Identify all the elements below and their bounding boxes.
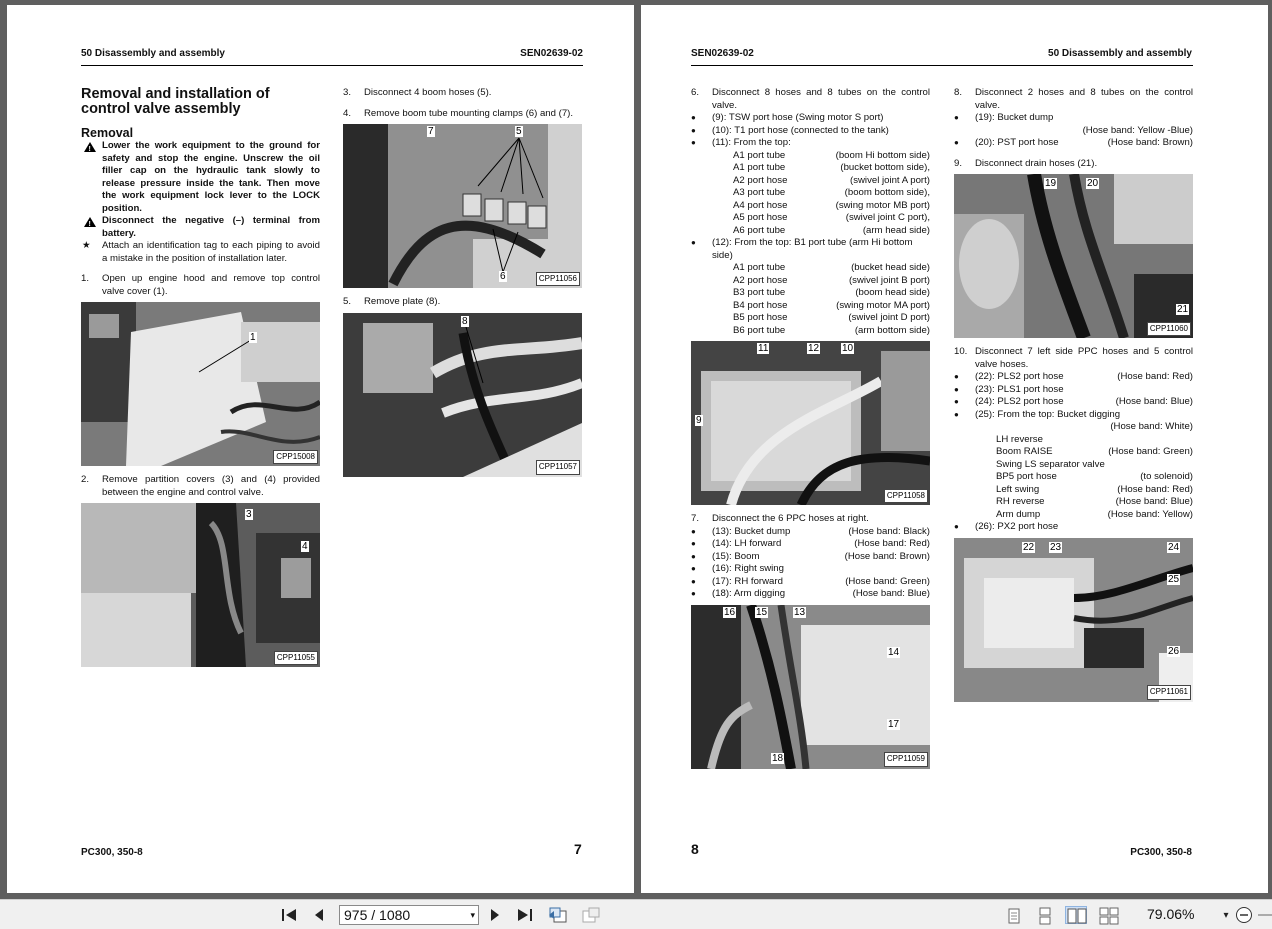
list-item: Swing LS separator valve (996, 458, 1105, 470)
single-page-icon (1003, 907, 1025, 925)
list-item: A5 port hose (swivel joint C port), (733, 212, 930, 223)
photo-code: CPP15008 (273, 450, 318, 465)
list-item: A6 port tube (arm head side) (733, 224, 930, 236)
right-page (641, 5, 1268, 893)
bottom-toolbar (0, 899, 1272, 929)
callout-label: 7 (428, 126, 434, 137)
callout-label: 14 (888, 646, 900, 658)
zoom-out-button[interactable] (1234, 906, 1254, 924)
section-title: Removal (81, 126, 134, 140)
list-item: ● (18): Arm digging (Hose band: Blue) (691, 588, 930, 599)
photo-ppc-hoses (691, 605, 930, 769)
previous-page-icon (313, 908, 325, 922)
step-1: 1. Open up engine hood and remove top control valve cover (1). (81, 273, 320, 297)
step-9: 9. Disconnect drain hoses (21). (954, 157, 1098, 169)
zoom-dropdown-button[interactable]: ▾ (1223, 909, 1229, 921)
photo-drain-hoses (954, 174, 1193, 338)
header-rule (81, 65, 583, 66)
warning-item: ! Disconnect the negative (–) terminal from battery. (81, 215, 320, 240)
next-page-icon (489, 908, 501, 922)
left-column (81, 87, 320, 667)
callout-label: 25 (1168, 573, 1180, 585)
step-4: 4. Remove boom tube mounting clamps (6) and (7). (343, 107, 574, 119)
list-item: A1 port tube (bucket head side) (733, 262, 930, 273)
hose-band: (Hose band: Yellow -Blue) (1082, 124, 1193, 136)
list-item: B3 port tube (boom head side) (733, 287, 930, 298)
photo-code: CPP11061 (1147, 685, 1191, 700)
photo-partition-covers (81, 503, 320, 667)
bullet-item: ● (24): PLS2 port hose (Hose band: Blue) (954, 396, 1193, 407)
photo-code: CPP11055 (274, 651, 318, 666)
previous-view-icon (548, 907, 568, 923)
photo-image (343, 313, 582, 477)
callout-label: 18 (772, 752, 784, 764)
photo-image (954, 174, 1193, 338)
callout-label: 1 (250, 332, 256, 343)
list-item: A2 port hose (swivel joint A port) (733, 174, 930, 186)
warning-item: ! Lower the work equipment to the ground for safety and stop the engine. Unscrew the oil filler cap on the hydraulic tank slowly to release pressure inside the tank. Then move the work equipment lock lever to the LOCK position. (81, 140, 320, 215)
callout-label: 17 (888, 718, 900, 730)
zoom-out-icon (1235, 906, 1253, 924)
callout-label: 6 (500, 271, 506, 282)
bullet-item: ● (22): PLS2 port hose (Hose band: Red) (954, 371, 1193, 382)
ppc-hose-list (954, 434, 1193, 522)
list-item: Arm dump (Hose band: Yellow) (996, 508, 1193, 520)
list-item: ● (17): RH forward (Hose band: Green) (691, 575, 930, 587)
header-doc-code: SEN02639-02 (691, 48, 754, 59)
photo-plate (343, 313, 582, 477)
photo-code: CPP11056 (536, 272, 580, 287)
left-page (7, 5, 634, 893)
facing-pages-icon (1066, 907, 1088, 925)
bullet-item: ● (25): From the top: Bucket digging (954, 408, 1121, 420)
ppc-hose-list (691, 526, 930, 601)
list-item: ● (15): Boom (Hose band: Brown) (691, 550, 930, 562)
continuous-facing-view-button[interactable] (1097, 906, 1119, 924)
step-10: 10. Disconnect 7 left side PPC hoses and 5 control valve hoses. (954, 346, 1193, 370)
callout-label: 21 (1177, 304, 1189, 315)
callout-label: 20 (1087, 178, 1099, 189)
left-column (691, 87, 930, 769)
list-item: A3 port tube (boom bottom side), (733, 187, 930, 198)
callout-label: 23 (1050, 541, 1062, 553)
next-view-icon (581, 907, 601, 923)
photo-code: CPP11058 (884, 489, 928, 504)
callout-label: 10 (842, 343, 854, 354)
callout-label: 22 (1023, 541, 1035, 553)
callout-label: 15 (756, 606, 768, 618)
list-item: Boom RAISE (Hose band: Green) (996, 446, 1193, 457)
step-6: 6. Disconnect 8 hoses and 8 tubes on the control valve. (691, 87, 930, 111)
bullet-item: ● (10): T1 port hose (connected to the tank) (691, 124, 889, 136)
single-page-view-button[interactable] (1002, 906, 1024, 924)
callout-label: 11 (758, 343, 769, 354)
right-column (343, 87, 583, 477)
list-item: ● (16): Right swing (691, 563, 784, 574)
right-column (954, 87, 1193, 702)
bullet-item: ● (11): From the top: (691, 137, 791, 148)
port-list (691, 150, 930, 238)
warning-icon (84, 142, 96, 152)
port-list (691, 262, 930, 337)
zoom-slider-track[interactable] (1256, 906, 1272, 924)
first-page-icon (281, 908, 297, 922)
list-item: ● (14): LH forward (Hose band: Red) (691, 538, 930, 549)
page-number: 7 (574, 841, 582, 857)
photo-code: CPP11060 (1147, 322, 1191, 337)
list-item: LH reverse (996, 433, 1043, 445)
next-page-button[interactable] (485, 906, 505, 924)
step-3: 3. Disconnect 4 boom hoses (5). (343, 87, 492, 98)
previous-page-button[interactable] (309, 906, 329, 924)
list-item: A2 port hose (swivel joint B port) (733, 274, 930, 286)
photo-engine-hood (81, 302, 320, 466)
bullet-item: ● (19): Bucket dump (954, 112, 1054, 123)
footer-model: PC300, 350-8 (81, 847, 143, 858)
list-item: B4 port hose (swing motor MA port) (733, 299, 930, 311)
photo-image (691, 341, 930, 505)
callout-label: 24 (1168, 541, 1180, 553)
photo-image (954, 538, 1193, 702)
step-2: 2. Remove partition covers (3) and (4) provided between the engine and control valve. (81, 474, 320, 498)
callout-label: 16 (724, 606, 736, 618)
last-page-button[interactable] (515, 906, 535, 924)
list-item: A1 port tube (bucket bottom side), (733, 162, 930, 173)
list-item: A1 port tube (boom Hi bottom side) (733, 149, 930, 161)
callout-label: 8 (462, 315, 468, 327)
list-item: Left swing (Hose band: Red) (996, 483, 1193, 495)
callout-label: 4 (302, 541, 308, 552)
warning-icon (84, 217, 96, 227)
photo-image (81, 302, 320, 466)
photo-left-ppc-hoses (954, 538, 1193, 702)
callout-label: 5 (516, 126, 522, 137)
photo-code: CPP11057 (536, 460, 580, 475)
step-8: 8. Disconnect 2 hoses and 8 tubes on the control valve. (954, 87, 1193, 111)
list-item: RH reverse (Hose band: Blue) (996, 496, 1193, 507)
photo-boom-hoses (343, 124, 582, 288)
step-5: 5. Remove plate (8). (343, 296, 441, 307)
list-item: B5 port hose (swivel joint D port) (733, 312, 930, 323)
bullet-item: ● (12): From the top: B1 port tube (arm Hi bottom side) (691, 237, 913, 261)
first-page-button[interactable] (279, 906, 299, 924)
header-section: 50 Disassembly and assembly (81, 48, 225, 59)
photo-image (81, 503, 320, 667)
list-item: A4 port hose (swing motor MB port) (733, 199, 930, 211)
last-page-icon (517, 908, 533, 922)
page-number-input[interactable]: 975 / 1080 ▾ (339, 905, 479, 925)
header-rule (691, 65, 1193, 66)
list-item: BP5 port hose (to solenoid) (996, 471, 1193, 482)
bullet-item: ● (20): PST port hose (Hose band: Brown) (954, 137, 1193, 148)
page-title: Removal and installation of control valve assembly (81, 86, 270, 117)
zoom-level[interactable]: 79.06% (1147, 906, 1195, 922)
bullet-item: ● (9): TSW port hose (Swing motor S port) (691, 112, 884, 123)
callout-label: 26 (1168, 645, 1180, 657)
bullet-item: ● (23): PLS1 port hose (954, 383, 1064, 395)
photo-control-valve (691, 341, 930, 505)
next-view-button[interactable] (581, 906, 601, 924)
header-section: 50 Disassembly and assembly (1048, 48, 1192, 59)
callout-label: 9 (696, 415, 702, 426)
photo-code: CPP11059 (884, 752, 928, 767)
continuous-view-button[interactable] (1033, 906, 1055, 924)
footer-model: PC300, 350-8 (1130, 847, 1192, 858)
callout-label: 12 (808, 343, 820, 354)
note-item: ★ Attach an identification tag to each piping to avoid a mistake in the position of installation later. (82, 240, 320, 264)
callout-label: 13 (794, 606, 806, 618)
list-item: ● (13): Bucket dump (Hose band: Black) (691, 525, 930, 537)
page-number: 8 (691, 841, 699, 857)
continuous-page-icon (1034, 907, 1056, 925)
previous-view-button[interactable] (548, 906, 568, 924)
star-icon: ★ (82, 240, 91, 251)
chevron-down-icon[interactable]: ▾ (470, 910, 475, 920)
callout-label: 19 (1045, 178, 1057, 189)
photo-image (691, 605, 930, 769)
step-7: 7. Disconnect the 6 PPC hoses at right. (691, 513, 869, 524)
callout-label: 3 (246, 509, 252, 520)
continuous-facing-icon (1098, 907, 1120, 925)
bullet-item: ● (26): PX2 port hose (954, 521, 1059, 532)
photo-image (343, 124, 582, 288)
hose-band: (Hose band: White) (1110, 421, 1193, 432)
facing-view-button[interactable] (1065, 906, 1087, 924)
list-item: B6 port tube (arm bottom side) (733, 324, 930, 336)
header-doc-code: SEN02639-02 (520, 48, 583, 59)
